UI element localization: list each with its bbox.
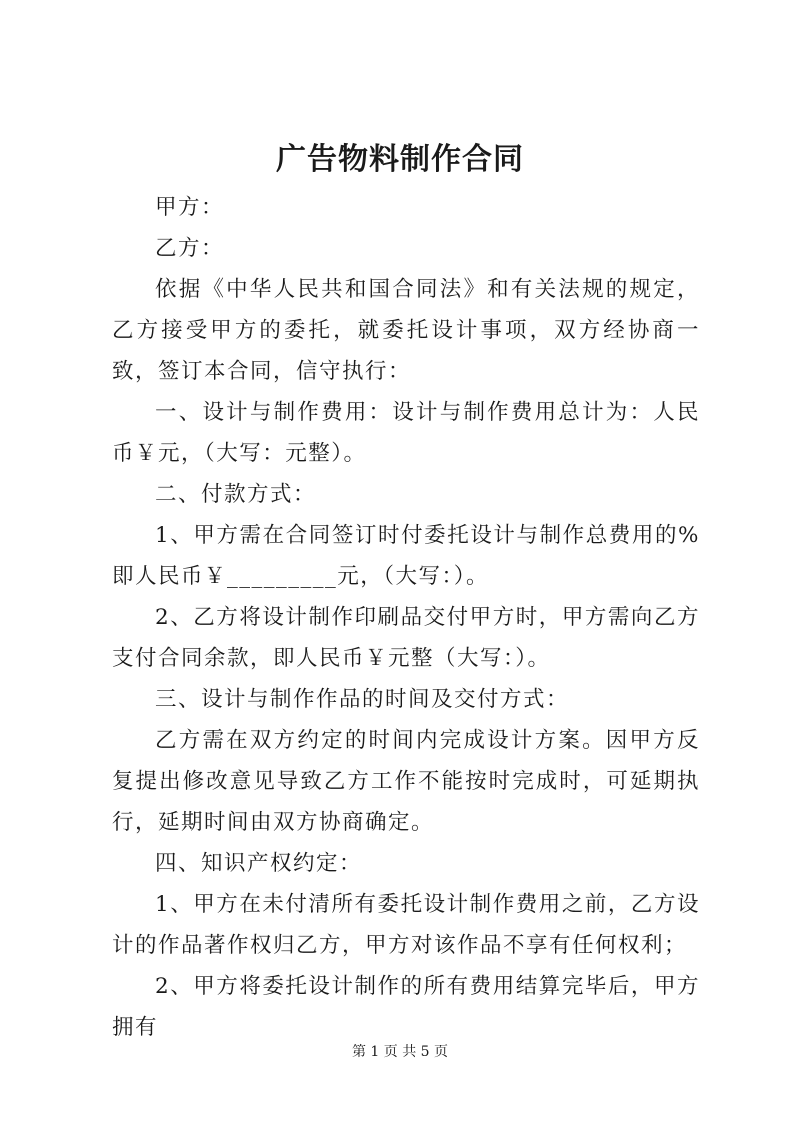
paragraph-section-2-item-1: 1、甲方需在合同签订时付委托设计与制作总费用的%即人民币￥_________元，（大写：）。 — [112, 523, 700, 589]
paragraph-section-1: 一、设计与制作费用：设计与制作费用总计为：人民币￥元，（大写：元整）。 — [112, 400, 700, 466]
document-body — [112, 187, 700, 1048]
page-number-footer: 第 1 页 共 5 页 — [351, 1044, 449, 1060]
paragraph-section-4-item-1: 1、甲方在未付清所有委托设计制作费用之前，乙方设计的作品著作权归乙方，甲方对该作品不享有任何权利； — [112, 892, 700, 958]
paragraph-section-2-item-2: 2、乙方将设计制作印刷品交付甲方时，甲方需向乙方支付合同余款，即人民币￥元整（大写：）。 — [112, 605, 700, 671]
paragraph-section-4-heading: 四、知识产权约定： — [155, 851, 363, 876]
paragraph-section-3-heading: 三、设计与制作作品的时间及交付方式： — [155, 687, 570, 712]
paragraph-section-3-text: 乙方需在双方约定的时间内完成设计方案。因甲方反复提出修改意见导致乙方工作不能按时完成时，可延期执行，延期时间由双方协商确定。 — [112, 728, 700, 835]
paragraph-section-2-heading: 二、付款方式： — [155, 482, 317, 507]
paragraph-party-a: 甲方： — [155, 195, 225, 220]
paragraph-party-b: 乙方： — [155, 236, 225, 261]
paragraph-section-4-item-2: 2、甲方将委托设计制作的所有费用结算完毕后，甲方拥有 — [112, 974, 700, 1040]
paragraph-preamble: 依据《中华人民共和国合同法》和有关法规的规定，乙方接受甲方的委托，就委托设计事项，双方经协商一致，签订本合同，信守执行： — [112, 277, 700, 384]
document-title: 广告物料制作合同 — [276, 142, 524, 177]
